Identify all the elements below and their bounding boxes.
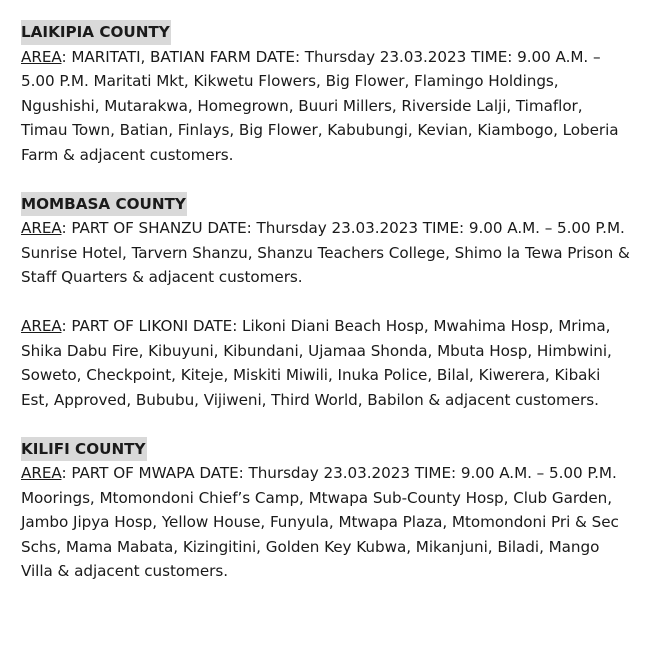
- area-text: : PART OF MWAPA DATE: Thursday 23.03.2023 TIME: 9.00 A.M. – 5.00 P.M. Moorings, Mtomondoni Chief’s Camp, Mtwapa Sub-County Hosp, Club Garden, Jambo Jipya Hosp, Yellow House, Funyula, Mtwapa Plaza, Mtomondoni Pri & Sec Schs, Mama Mabata, Kizingitini, Golden Key Kubwa, Mikanjuni, Biladi, Mango Villa & adjacent customers.: [21, 464, 619, 580]
- section-laikipia-county: [21, 20, 631, 167]
- area-text: : PART OF SHANZU DATE: Thursday 23.03.2023 TIME: 9.00 A.M. – 5.00 P.M. Sunrise Hotel, Tarvern Shanzu, Shanzu Teachers College, Shimo la Tewa Prison & Staff Quarters & adjacent customers.: [21, 219, 630, 286]
- area-label: AREA: [21, 317, 62, 335]
- area-text: : MARITATI, BATIAN FARM DATE: Thursday 23.03.2023 TIME: 9.00 A.M. – 5.00 P.M. Maritati Mkt, Kikwetu Flowers, Big Flower, Flamingo Holdings, Ngushishi, Mutarakwa, Homegrown, Buuri Millers, Riverside Lalji, Timaflor, Timau Town, Batian, Finlays, Big Flower, Kabubungi, Kevian, Kiambogo, Loberia Farm & adjacent customers.: [21, 47, 619, 164]
- document-body: [21, 20, 631, 584]
- area-paragraph: [21, 216, 631, 290]
- area-paragraph: [21, 45, 631, 168]
- area-paragraph: [21, 461, 631, 584]
- area-paragraph: [21, 314, 631, 412]
- section-mombasa-county: [21, 192, 631, 413]
- area-label: AREA: [21, 47, 62, 66]
- county-heading: MOMBASA COUNTY: [21, 192, 187, 217]
- county-heading: KILIFI COUNTY: [21, 437, 147, 462]
- area-label: AREA: [21, 219, 62, 237]
- area-text: : PART OF LIKONI DATE: Likoni Diani Beach Hosp, Mwahima Hosp, Mrima, Shika Dabu Fire, Kibuyuni, Kibundani, Ujamaa Shonda, Mbuta Hosp, Himbwini, Soweto, Checkpoint, Kiteje, Miskiti Miwili, Inuka Police, Bilal, Kiwerera, Kibaki Est, Approved, Bububu, Vijiweni, Third World, Babilon & adjacent customers.: [21, 317, 612, 409]
- county-heading: LAIKIPIA COUNTY: [21, 20, 171, 45]
- section-kilifi-county: [21, 437, 631, 584]
- area-label: AREA: [21, 464, 62, 482]
